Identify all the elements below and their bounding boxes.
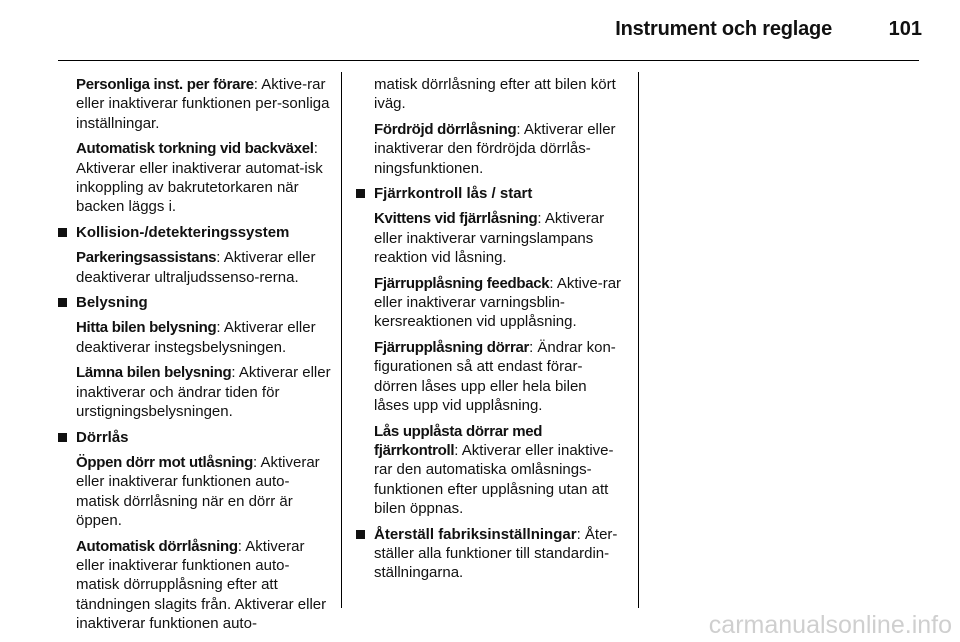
entry-term: Fjärrupplåsning feedback — [374, 274, 550, 292]
page-title: Instrument och reglage — [615, 18, 832, 40]
entry-text: : Aktiverar eller inaktiverar funktionen auto-matisk dörrupplåsning efter att tändningen slagits från. Aktiverar eller inaktiverar funktionen auto- — [76, 537, 327, 633]
entry-term: Automatisk torkning vid backväxel — [76, 140, 314, 158]
entry-text: : Aktiverar eller inaktiverar varningslampans reaktion vid låsning. — [374, 210, 605, 267]
entry-term: Fjärrupplåsning dörrar — [374, 338, 530, 356]
entry-term: Kvittens vid fjärrlåsning — [374, 210, 538, 228]
entry-term: Fördröjd dörrlåsning — [374, 120, 517, 138]
section-title: Kollision-/detekteringssystem — [76, 223, 290, 241]
bullet-square-icon — [58, 228, 67, 237]
section-door-locks — [58, 428, 332, 447]
entry-parking-assist — [58, 248, 332, 287]
entry-text: : Aktive-rar eller inaktiverar varningsblin-kersreaktionen vid upplåsning. — [374, 274, 622, 331]
section-title: Dörrlås — [76, 428, 129, 446]
entry-term: Automatisk dörrlåsning — [76, 537, 238, 555]
section-remote-lock-start — [356, 184, 624, 203]
bullet-square-icon — [356, 189, 365, 198]
entry-remote-lock-feedback — [356, 209, 624, 267]
entry-remote-unlock-doors — [356, 338, 624, 416]
entry-find-car-lighting — [58, 318, 332, 357]
section-term: Återställ fabriksinställningar — [374, 525, 577, 543]
header-divider — [58, 60, 919, 61]
entry-continuation — [356, 75, 624, 114]
entry-text: : Aktiverar eller inaktiverar automat-isk inkoppling av bakrutetorkaren när backen läggs i. — [76, 140, 323, 216]
entry-term: Lås upplåsta dörrar med fjärrkontroll — [374, 422, 543, 459]
right-column — [356, 75, 624, 583]
entry-text: : Aktive-rar eller inaktiverar funktionen per-sonliga inställningar. — [76, 76, 330, 132]
entry-text: : Aktiverar eller inaktiverar och ändrar tiden för urstigningsbelysningen. — [76, 364, 331, 421]
entry-text: : Aktiverar eller inaktiverar funktionen auto-matisk dörrlåsning när en dörr är öppen. — [76, 453, 320, 530]
entry-text: : Aktiverar eller deaktiverar instegsbelysningen. — [76, 319, 316, 356]
entry-text: : Aktiverar eller deaktiverar ultraljudssenso-rerna. — [76, 249, 316, 286]
entry-text: : Aktiverar eller inaktive-rar den automatiska omlåsnings-funktionen efter upplåsning utan att bilen öppnas. — [374, 441, 614, 518]
bullet-square-icon — [58, 298, 67, 307]
section-text: : Åter-ställer alla funktioner till standardin-ställningarna. — [374, 525, 618, 582]
column-divider — [341, 72, 342, 608]
left-column — [58, 75, 332, 634]
entry-term: Lämna bilen belysning — [76, 364, 232, 382]
entry-delayed-door-lock — [356, 120, 624, 178]
entry-text: : Aktiverar eller inaktiverar den fördröjda dörrlås-ningsfunktionen. — [374, 120, 616, 177]
section-title: Fjärrkontroll lås / start — [374, 185, 533, 203]
entry-term: Öppen dörr mot utlåsning — [76, 453, 253, 471]
entry-remote-unlock-feedback — [356, 274, 624, 332]
entry-term: Hitta bilen belysning — [76, 319, 217, 337]
entry-personal-settings — [58, 75, 332, 133]
entry-auto-rear-wiper — [58, 139, 332, 217]
bullet-square-icon — [356, 530, 365, 539]
watermark: carmanualsonline.info — [708, 611, 952, 639]
entry-text: matisk dörrlåsning efter att bilen kört iväg. — [374, 76, 616, 113]
entry-text: : Ändrar kon-figurationen så att endast förar-dörren låses upp eller hela bilen låses upp vid upplåsning. — [374, 338, 616, 415]
entry-leave-car-lighting — [58, 363, 332, 421]
column-divider — [638, 72, 639, 608]
section-title: Belysning — [76, 294, 148, 312]
section-factory-reset — [356, 525, 624, 583]
section-lighting — [58, 293, 332, 312]
entry-open-door-anti-lockout — [58, 453, 332, 531]
entry-relock-unlocked-doors — [356, 422, 624, 519]
page-number: 101 — [888, 18, 922, 40]
entry-term: Parkeringsassistans — [76, 249, 217, 267]
entry-auto-door-lock — [58, 537, 332, 634]
section-collision-detection — [58, 223, 332, 242]
entry-term: Personliga inst. per förare — [76, 76, 254, 93]
bullet-square-icon — [58, 433, 67, 442]
